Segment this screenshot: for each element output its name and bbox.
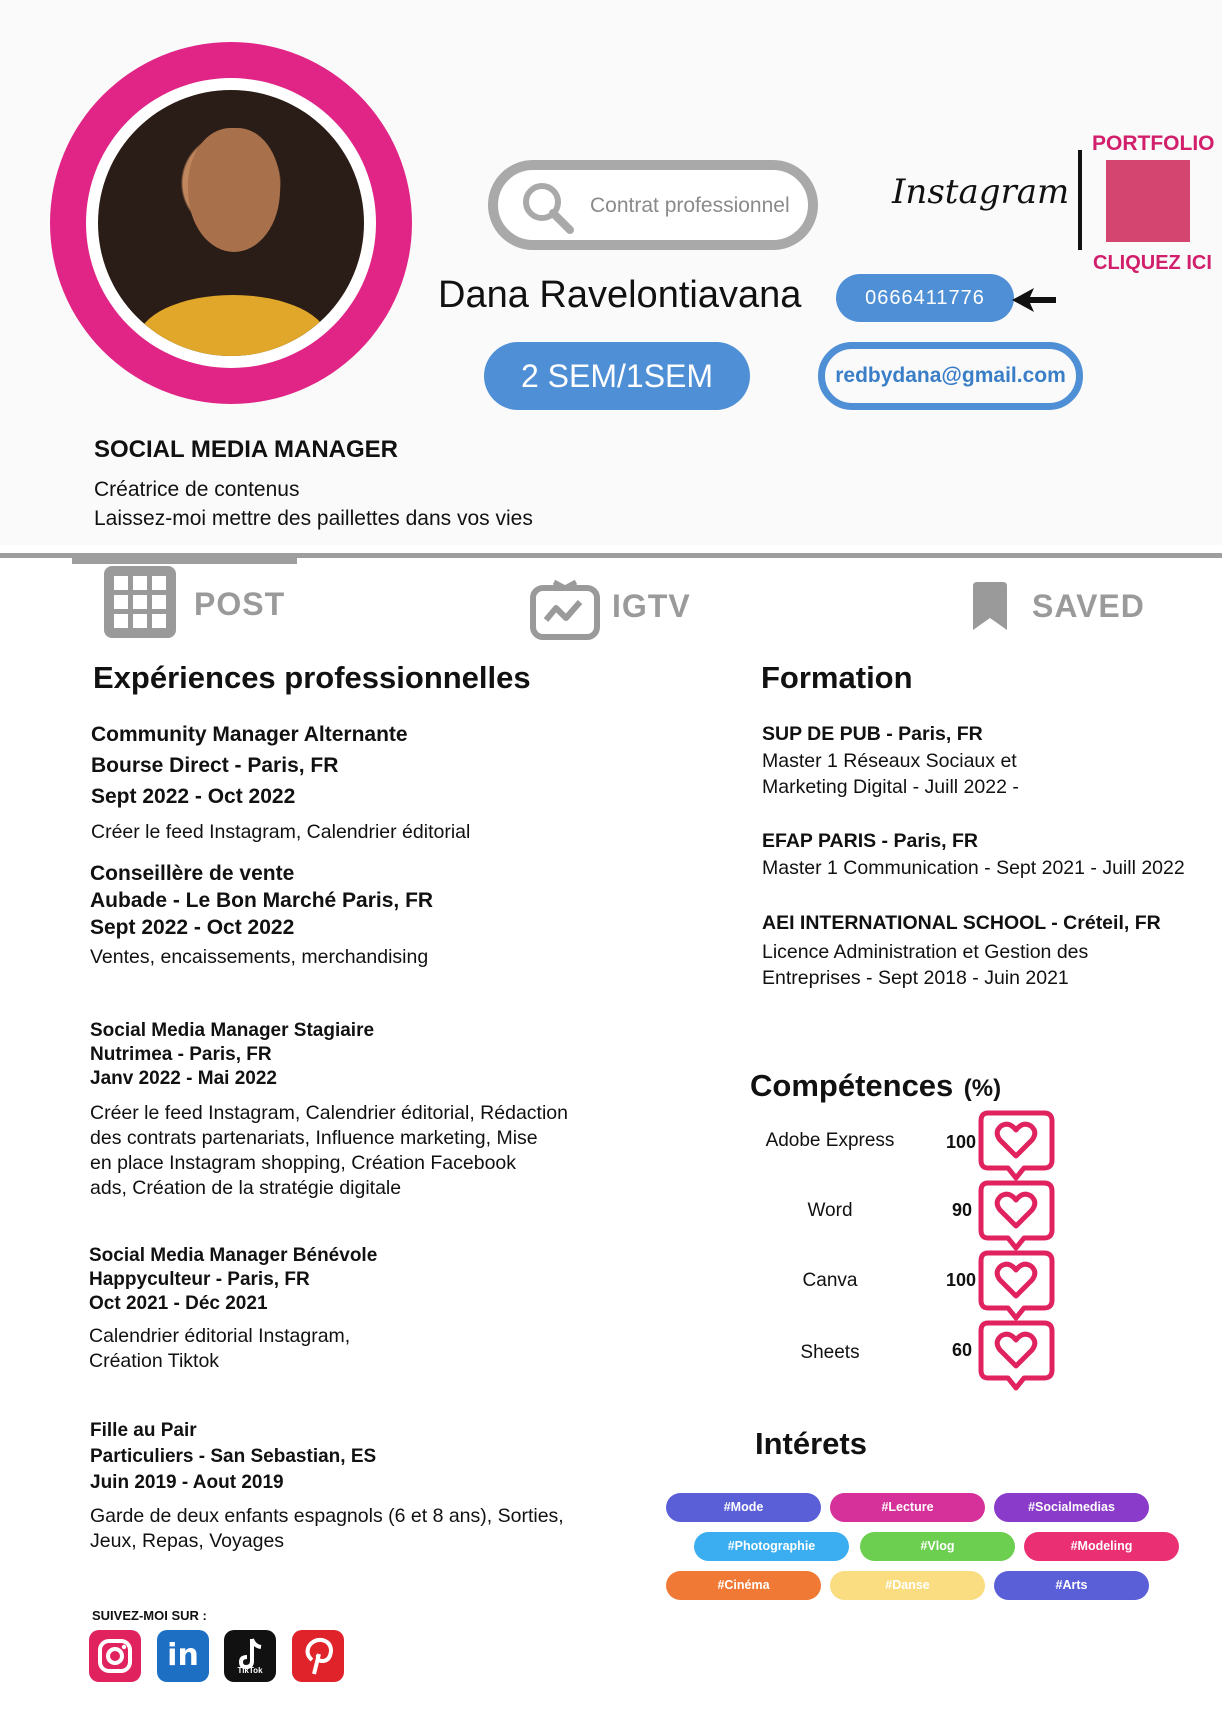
grid-icon <box>104 566 176 638</box>
job-description-line: des contrats partenariats, Influence marketing, Mise <box>90 1127 538 1149</box>
profile-name: Dana Ravelontiavana <box>438 274 802 316</box>
interests-title: Intérets <box>755 1426 867 1461</box>
job-title: Social Media Manager Bénévole <box>89 1245 378 1266</box>
active-tab-indicator <box>72 556 297 564</box>
tab-saved-label: SAVED <box>1032 588 1145 624</box>
search-icon <box>520 180 576 236</box>
search-bar[interactable] <box>488 160 818 250</box>
search-text: Contrat professionnel <box>590 194 790 217</box>
interest-tag: #Vlog <box>860 1532 1015 1561</box>
education-school: SUP DE PUB - Paris, FR <box>762 723 983 745</box>
avatar <box>86 78 376 368</box>
skills-title: Compétences <box>750 1068 954 1103</box>
job-entry <box>89 1244 629 1374</box>
email-button[interactable]: redbydana@gmail.com <box>818 342 1083 410</box>
bookmark-icon <box>970 582 1010 632</box>
job-description: Créer le feed Instagram, Calendrier éditorial <box>91 821 471 843</box>
phone-button[interactable]: 0666411776 <box>836 274 1014 322</box>
portfolio-label: PORTFOLIO <box>1092 132 1215 155</box>
education-entry <box>762 912 1212 991</box>
heart-badge-icon <box>981 1113 1052 1178</box>
interest-tag: #Photographie <box>694 1532 849 1561</box>
skill-heart-badges <box>978 1110 1056 1394</box>
tab-post[interactable] <box>104 566 314 642</box>
interest-tag: #Mode <box>666 1493 821 1522</box>
tiktok-icon[interactable] <box>224 1630 276 1682</box>
education-entry <box>762 723 1212 800</box>
job-entry <box>90 1019 630 1201</box>
profile-photo <box>98 90 364 356</box>
job-company: Particuliers - San Sebastian, ES <box>90 1446 377 1467</box>
job-description-line: ads, Création de la stratégie digitale <box>90 1177 402 1199</box>
skill-name: Canva <box>802 1270 858 1291</box>
job-entry <box>90 1418 650 1554</box>
education-description: Master 1 Réseaux Sociaux et <box>762 750 1017 772</box>
skills-unit: (%) <box>963 1075 1002 1102</box>
job-dates: Oct 2021 - Déc 2021 <box>89 1293 268 1314</box>
header-divider <box>1078 150 1082 250</box>
education-description: Master 1 Communication - Sept 2021 - Juill 2022 <box>762 857 1185 879</box>
experience-title: Expériences professionnelles <box>93 660 531 695</box>
pinterest-glyph-icon <box>292 1630 344 1682</box>
education-description: Marketing Digital - Juill 2022 - <box>762 776 1019 798</box>
skill-value: 60 <box>952 1340 973 1360</box>
instagram-icon[interactable] <box>89 1630 141 1682</box>
job-description-line: en place Instagram shopping, Création Facebook <box>90 1152 517 1174</box>
job-description-line: Créer le feed Instagram, Calendrier éditorial, Rédaction <box>90 1102 568 1124</box>
interest-tag: #Lecture <box>830 1493 985 1522</box>
interest-tag: #Socialmedias <box>994 1493 1149 1522</box>
tagline-line-2: Laissez-moi mettre des paillettes dans vos vies <box>94 507 533 530</box>
tab-igtv[interactable] <box>530 580 710 644</box>
interest-tag: #Modeling <box>1024 1532 1179 1561</box>
job-description-line: Garde de deux enfants espagnols (6 et 8 ans), Sorties, <box>90 1505 564 1527</box>
job-company: Nutrimea - Paris, FR <box>90 1044 272 1065</box>
skill-value: 100 <box>946 1132 977 1152</box>
portfolio-link[interactable]: CLIQUEZ ICI <box>1093 252 1212 274</box>
job-title: Social Media Manager Stagiaire <box>90 1020 375 1041</box>
portfolio-thumbnail[interactable] <box>1106 160 1190 242</box>
job-company: Aubade - Le Bon Marché Paris, FR <box>90 889 434 912</box>
job-dates: Juin 2019 - Aout 2019 <box>90 1472 284 1493</box>
job-entry <box>91 719 611 845</box>
job-description-line: Création Tiktok <box>89 1350 220 1372</box>
skill-name: Adobe Express <box>765 1130 895 1151</box>
education-title: Formation <box>761 660 913 695</box>
education-entry <box>762 830 1222 881</box>
job-description: Ventes, encaissements, merchandising <box>90 946 429 968</box>
tab-saved[interactable] <box>970 580 1145 640</box>
heart-badge-icon <box>981 1253 1052 1318</box>
heart-badge-icon <box>981 1323 1052 1388</box>
skill-value: 100 <box>946 1270 977 1290</box>
skill-name: Word <box>807 1200 853 1221</box>
tab-igtv-label: IGTV <box>612 588 691 624</box>
instagram-wordmark[interactable]: Instagram <box>892 172 1070 212</box>
education-description: Entreprises - Sept 2018 - Juin 2021 <box>762 967 1069 989</box>
heart-badge-icon <box>981 1183 1052 1248</box>
job-dates: Sept 2022 - Oct 2022 <box>91 785 296 808</box>
job-entry <box>90 860 610 970</box>
interest-tag: #Danse <box>830 1571 985 1600</box>
instagram-glyph-icon <box>89 1630 141 1682</box>
tiktok-label: TikTok <box>237 1666 263 1675</box>
profile-photo-shirt <box>138 295 328 356</box>
follow-label: SUIVEZ-MOI SUR : <box>92 1608 207 1623</box>
education-school: AEI INTERNATIONAL SCHOOL - Créteil, FR <box>762 912 1161 934</box>
interest-tag: #Arts <box>994 1571 1149 1600</box>
job-title: Conseillère de vente <box>90 862 295 885</box>
education-school: EFAP PARIS - Paris, FR <box>762 830 979 852</box>
availability-badge: 2 SEM/1SEM <box>484 342 750 410</box>
education-description: Licence Administration et Gestion des <box>762 941 1089 963</box>
job-description-line: Jeux, Repas, Voyages <box>90 1530 285 1552</box>
skill-value: 90 <box>952 1200 973 1220</box>
arrow-left-icon <box>1012 286 1056 314</box>
job-company: Happyculteur - Paris, FR <box>89 1269 310 1290</box>
tab-post-label: POST <box>194 586 286 622</box>
tagline-line-1: Créatrice de contenus <box>94 478 300 501</box>
job-dates: Sept 2022 - Oct 2022 <box>90 916 295 939</box>
job-dates: Janv 2022 - Mai 2022 <box>90 1068 277 1089</box>
role-title: SOCIAL MEDIA MANAGER <box>94 436 399 463</box>
skill-name: Sheets <box>800 1342 860 1363</box>
profile-photo-face <box>188 128 280 252</box>
job-company: Bourse Direct - Paris, FR <box>91 754 339 777</box>
job-description-line: Calendrier éditorial Instagram, <box>89 1325 351 1347</box>
igtv-icon <box>530 580 600 640</box>
job-title: Community Manager Alternante <box>91 723 408 746</box>
skills-heading <box>750 1068 1001 1104</box>
interest-tag: #Cinéma <box>666 1571 821 1600</box>
linkedin-icon[interactable]: in <box>157 1630 209 1682</box>
job-title: Fille au Pair <box>90 1420 197 1441</box>
pinterest-icon[interactable] <box>292 1630 344 1682</box>
